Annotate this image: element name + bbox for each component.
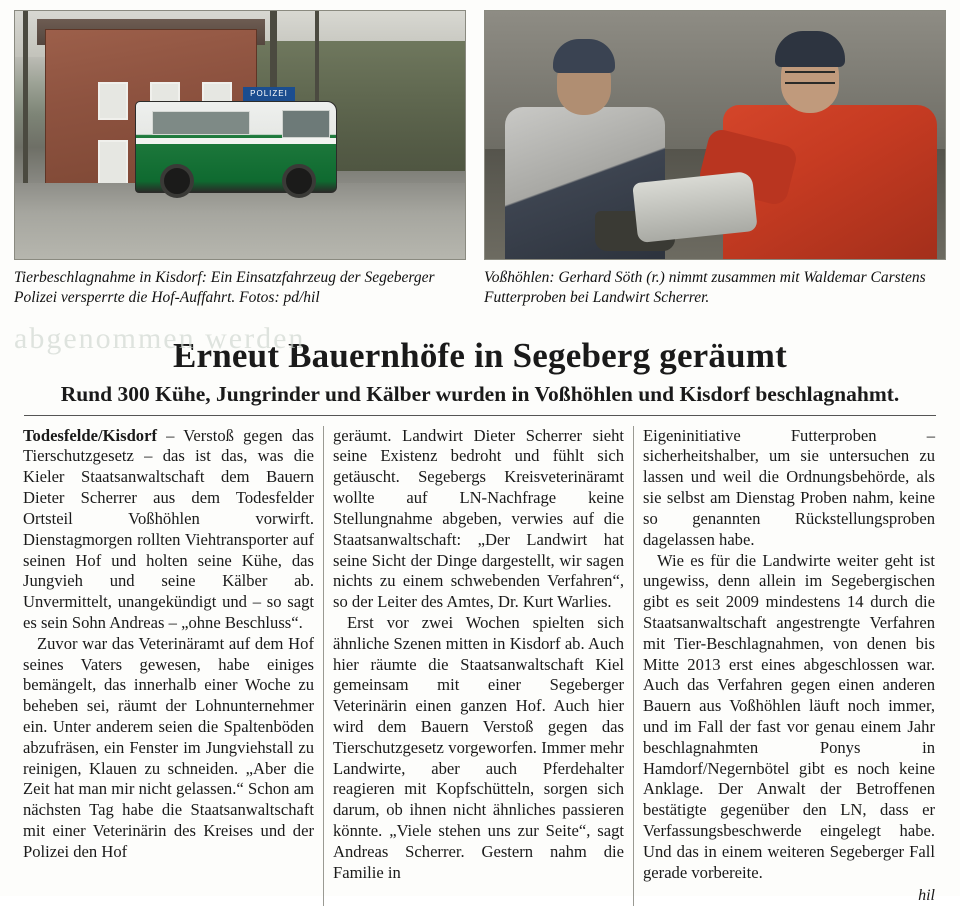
van-side-window (152, 111, 250, 135)
window-shape (98, 82, 128, 120)
paragraph: Wie es für die Landwirte weiter geht ist ungewiss, denn allein im Segebergischen gibt es seit 2009 mindestens 14 durch die Staatsanwaltschaft angestrengte Verfahren mit Tier-Beschlagnahmen, von denen bis Mitte 2013 erst eines abgeschlossen war. Auch das Verfahren gegen einen anderen Bauern aus Voßhöhlen läuft noch immer, und im Fall der fast vor genau einem Jahr beschlagnahmten Ponys in Hamdorf/Negernbötel gibt es noch keine Anklage. Der Anwalt der Betroffenen bestätigte gegenüber den LN, dass er Verfassungsbeschwerde eingelegt habe. Und das in einem weiteren Segeberger Fall gerade vorbereite. (643, 550, 935, 882)
photo-block-left (14, 10, 466, 308)
photo-row (0, 0, 960, 308)
veterinarians-feed-sample-photo (484, 10, 946, 260)
paragraph-text: – Verstoß gegen das Tierschutzgesetz – das ist das, was die Kieler Staatsanwaltschaft dem Bauern Dieter Scherrer aus dem Todesfelder Ortsteil Voßhöhlen vorwirft. Dienstagmorgen rollten Viehtransporter auf seinen Hof und holten seine Kühe, das Jungvieh und seine Kälber ab. Unvermittelt, unangekündigt und – so sagt es sein Sohn Andreas – „ohne Beschluss“. (23, 425, 314, 632)
police-van-farm-driveway-photo (14, 10, 466, 260)
author-signoff: hil (918, 886, 935, 904)
photo-caption-right: Voßhöhlen: Gerhard Söth (r.) nimmt zusammen mit Waldemar Carstens Futterproben bei Landwirt Scherrer. (484, 269, 926, 306)
article-column-2 (324, 426, 634, 906)
header-divider (24, 415, 936, 416)
police-sign-label: POLIZEI (243, 87, 295, 101)
paragraph: Zuvor war das Veterinäramt auf dem Hof seines Vaters gewesen, habe einiges bemängelt, das innerhalb einer Woche zu beheben sei, räumt der Lohnunternehmer ein. Unter anderem seien die Spaltenböden abzufräsen, ein Fenster im Jungviehstall zu reinigen, Klauen zu schneiden. „Aber die Zeit hat man mir nicht gelassen.“ Schon am nächsten Tag habe die Staatsanwaltschaft mit einer Veterinärin des Kreises und der Polizei den Hof (23, 633, 314, 861)
paragraph (23, 426, 314, 634)
article-columns (0, 426, 960, 906)
paragraph: Eigeninitiative Futterproben – sicherheitshalber, um sie untersuchen zu lassen und weil die Ordnungsbehörde, als sie selbst am Dienstag Proben nahm, keine so genannten Rückstellungsproben dagelassen habe. (643, 425, 935, 549)
subheadline: Rund 300 Kühe, Jungrinder und Kälber wurden in Voßhöhlen und Kisdorf beschlagnahmt. (60, 381, 900, 406)
van-stripe (136, 138, 336, 144)
cap-shape (553, 39, 615, 73)
tree-shape (23, 11, 28, 196)
police-van-shape (135, 101, 337, 193)
paragraph: Erst vor zwei Wochen spielten sich ähnliche Szenen mitten in Kisdorf ab. Auch hier räumte die Staatsanwaltschaft Kiel gemeinsam mit einer Segeberger Veterinärin einen ganzen Hof. Auch hier wird dem Bauern Verstoß gegen das Tierschutzgesetz vorgeworfen. Immer mehr Landwirte, aber auch Pferdehalter reagieren mit Kopfschütteln, sorgen sich darum, ob ihnen nicht ähnliches passieren könnte. „Viele stehen uns zur Seite“, sagt Andreas Scherrer. Gestern nahm die Familie in (333, 612, 624, 882)
cap-shape (775, 31, 845, 67)
van-wheel (282, 164, 316, 198)
article-column-3 (634, 426, 944, 906)
road-region (15, 183, 465, 259)
page-title: Erneut Bauernhöfe in Segeberg geräumt (172, 335, 787, 375)
photo-caption-left: Tierbeschlagnahme in Kisdorf: Ein Einsatzfahrzeug der Segeberger Polizei versperrte die Hof-Auffahrt. Fotos: pd/hil (14, 269, 435, 306)
sample-bag-shape (632, 171, 758, 243)
article-column-1 (14, 426, 324, 906)
van-wheel (160, 164, 194, 198)
dateline: Todesfelde/Kisdorf (23, 425, 157, 445)
photo-block-right (484, 10, 946, 308)
glasses-shape (785, 71, 835, 84)
bleed-through-text: abgenommen werden (14, 322, 306, 355)
paragraph: geräumt. Landwirt Dieter Scherrer sieht seine Existenz bedroht und fühlt sich getäuscht. Segebergs Kreisveterinäramt wollte auf LN-Nachfrage keine Stellungnahme abgeben, verwies auf die Staatsanwaltschaft: „Der Landwirt hat seine Sicht der Dinge dargestellt, wir sagen nichts zu einem schwebenden Verfahren“, so der Leiter des Amtes, Dr. Kurt Warlies. (333, 425, 624, 612)
van-windshield (282, 110, 330, 138)
